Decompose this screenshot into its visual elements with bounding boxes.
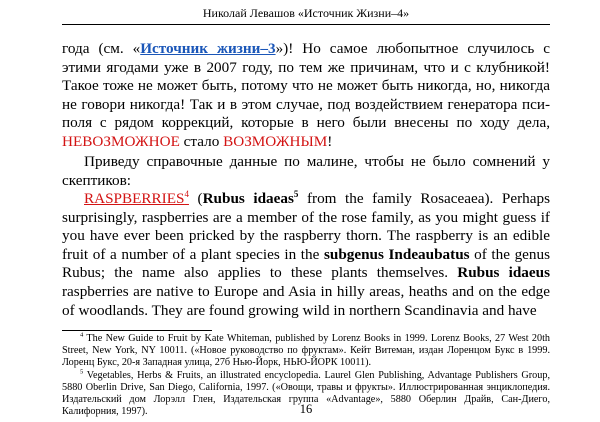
footnote-ref-5[interactable]: 5 (293, 188, 299, 199)
paragraph-2: Приведу справочные данные по малине, чтобы не было сомнений у скептиков: (62, 153, 550, 189)
paragraph-1-text-a: года (см. « (62, 40, 141, 57)
paragraph-1 (62, 40, 550, 152)
header-divider (62, 24, 550, 25)
footnote-4 (62, 333, 550, 370)
subgenus-name: subgenus Indeaubatus (323, 245, 470, 263)
impossible-highlight: НЕВОЗМОЖНОЕ (62, 132, 180, 150)
species-name: Rubus idaeus (457, 264, 550, 282)
running-header: Николай Левашов «Источник Жизни–4» (202, 6, 410, 20)
paragraph-1-text-d: ! (327, 132, 333, 150)
possible-highlight: ВОЗМОЖНЫМ (223, 132, 328, 150)
footnote-5-text: Vegetables, Herbs & Fruits, an illustrated encyclopedia. Laurel Glen Publishing, Advantage Publishers Group, 5880 Oberlin Drive, San Diego, California, 1997. («Овощи, травы и фрукты». Иллюстрированная энциклопедия. Издательский дом Лорэлл Глен, Издательская группа «Advantage», 5880 Оберлин Драйв, Сан-Диего, Калифорния, 1997). (62, 369, 550, 418)
paragraph-3-text-a: ( (188, 190, 203, 207)
footnote-divider (62, 330, 212, 331)
paragraph-1-text-c: стало (179, 132, 224, 150)
source-of-life-3-link[interactable]: Источник жизни–3 (140, 40, 276, 57)
paragraph-3 (62, 190, 550, 320)
paragraph-3-text-d: raspberries are native to Europe and Asia in hilly areas, heaths and on the edge of woodlands. They are found growing wild in northern Scandinavia and have (62, 282, 550, 319)
page-number: 16 (299, 402, 313, 416)
raspberries-term: RASPBERRIES (84, 190, 185, 207)
footnote-ref-4[interactable]: 4 (184, 188, 189, 199)
paragraph-3-text-c: of the genus Rubus; the name also applies to these plants themselves. (62, 245, 551, 282)
raspberries-term-link[interactable] (84, 190, 189, 207)
footnote-4-text: The New Guide to Fruit by Kate Whiteman, published by Lorenz Books in 1999. Lorenz Books, 27 West 20th Street, New York, NY 10011. («Новое руководство по фруктам». Кейт Витеман, издан Лоренцом Букс в 1999. Лоренц Букс, 20-я Западная улица, 27б Нью-Йорк, НЬЮ-ЙОРК 10011). (62, 333, 550, 369)
latin-name: Rubus idaeas (202, 190, 294, 207)
footnote-4-number: 4 (80, 331, 84, 339)
paragraph-1-text-b: »)! Но самое любопытное случилось с этими ягодами уже в 2007 году, по тем же причинам, что и с клубникой! Такое тоже не может быть, потому что не может быть никогда, но, никогда не говори никогда! Так и в этом случае, под воздействием генератора пси-поля с рядом коррекций, которые в него были внесены по ходу дела, (62, 40, 550, 132)
paragraph-3-text-b: from the family Rosaceaea). Perhaps surprisingly, raspberries are a member of the rose family, as you might guess if you have ever been pricked by the raspberry thorn. The raspberry is an edible fruit of a number of a plant species in the (62, 190, 550, 263)
footnote-5-number: 5 (80, 368, 84, 376)
